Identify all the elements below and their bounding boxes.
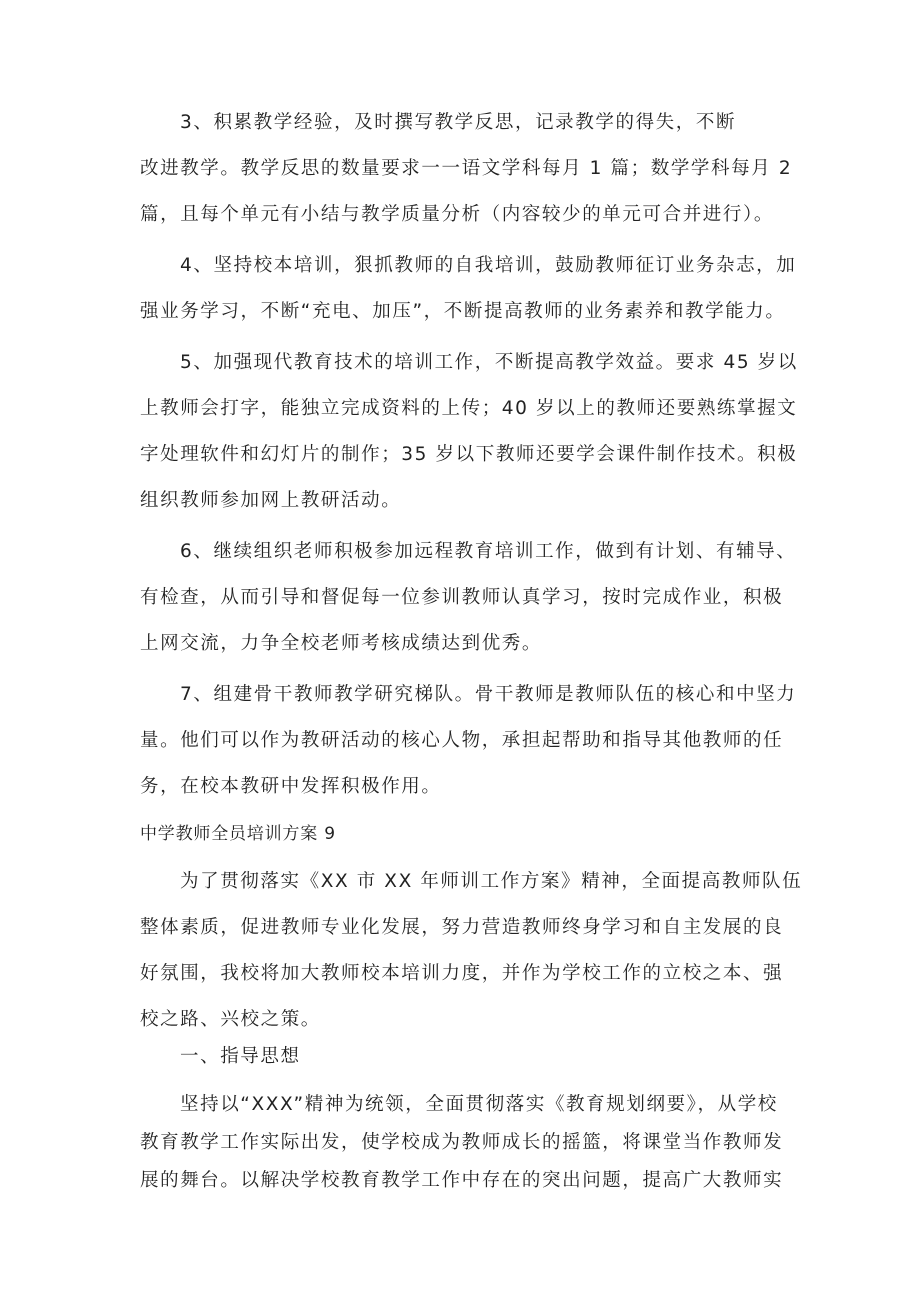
paragraph-5-line-1: 5、加强现代教育技术的培训工作，不断提高教学效益。要求 45 岁以: [180, 352, 798, 373]
section-title: 中学教师全员培训方案 9: [140, 824, 336, 844]
guiding-line-3: 展的舞台。以解决学校教育教学工作中存在的突出问题，提高广大教师实: [140, 1170, 784, 1191]
paragraph-7-line-2: 量。他们可以作为教研活动的核心人物，承担起帮助和指导其他教师的任: [140, 730, 784, 751]
paragraph-6-line-1: 6、继续组织老师积极参加远程教育培训工作，做到有计划、有辅导、: [180, 541, 797, 562]
paragraph-5-line-3: 字处理软件和幻灯片的制作；35 岁以下教师还要学会课件制作技术。积极: [140, 444, 798, 465]
paragraph-7-line-1: 7、组建骨干教师教学研究梯队。骨干教师是教师队伍的核心和中坚力: [180, 684, 797, 705]
paragraph-5-line-2: 上教师会打字，能独立完成资料的上传；40 岁以上的教师还要熟练掌握文: [140, 398, 798, 419]
paragraph-6-line-2: 有检查，从而引导和督促每一位参训教师认真学习，按时完成作业，积极: [140, 587, 784, 608]
intro-line-2: 整体素质，促进教师专业化发展，努力营造教师终身学习和自主发展的良: [140, 917, 784, 938]
paragraph-3-line-3: 篇，且每个单元有小结与教学质量分析（内容较少的单元可合并进行）。: [140, 204, 774, 225]
paragraph-7-line-3: 务，在校本教研中发挥积极作用。: [140, 776, 442, 797]
paragraph-6-line-3: 上网交流，力争全校老师考核成绩达到优秀。: [140, 633, 543, 654]
paragraph-3-line-2: 改进教学。教学反思的数量要求一一语文学科每月 1 篇；数学学科每月 2: [140, 158, 793, 179]
paragraph-4-line-2: 强业务学习，不断“充电、加压”，不断提高教师的业务素养和教学能力。: [140, 301, 786, 322]
intro-line-4: 校之路、兴校之策。: [140, 1009, 321, 1030]
guiding-line-2: 教育教学工作实际出发，使学校成为教师成长的摇篮，将课堂当作教师发: [140, 1132, 784, 1153]
guiding-line-1: 坚持以“XXX”精神为统领，全面贯彻落实《教育规划纲要》，从学校: [180, 1094, 778, 1115]
paragraph-5-line-4: 组织教师参加网上教研活动。: [140, 490, 402, 511]
intro-line-1: 为了贯彻落实《XX 市 XX 年师训工作方案》精神，全面提高教师队伍: [180, 871, 803, 892]
paragraph-3-line-1: 3、积累教学经验，及时撰写教学反思，记录教学的得失，不断: [180, 112, 737, 133]
heading-guiding-ideology: 一、指导思想: [180, 1046, 301, 1067]
intro-line-3: 好氛围，我校将加大教师校本培训力度，并作为学校工作的立校之本、强: [140, 963, 784, 984]
paragraph-4-line-1: 4、坚持校本培训，狠抓教师的自我培训，鼓励教师征订业务杂志，加: [180, 255, 797, 276]
